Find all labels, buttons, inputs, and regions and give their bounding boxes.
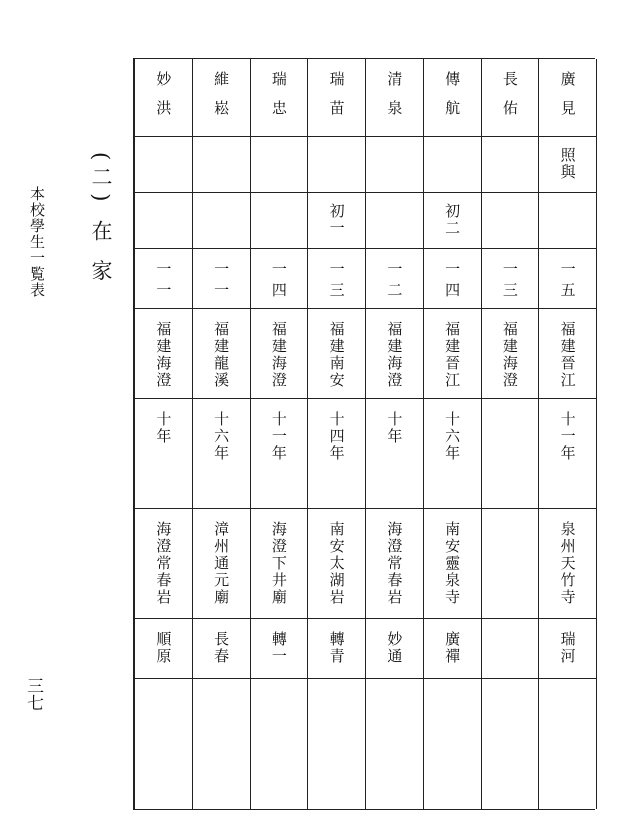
native-place-cell [366,309,423,399]
years-cell [193,399,250,509]
master-cell [308,619,365,679]
years-value: 十一年 [558,411,577,462]
student-column [539,59,597,809]
student-column [193,59,251,809]
tonsure-cell [482,193,539,249]
blank-cell [135,679,192,811]
years-value: 十六年 [443,411,462,462]
temple-value: 漳州通元廟 [212,521,231,606]
temple-cell [308,509,365,619]
master-cell [135,619,192,679]
native-place-cell [424,309,481,399]
temple-cell [193,509,250,619]
student-name: 瑞忠 [269,71,288,129]
name-cell [482,59,539,137]
student-name: 長佑 [500,71,519,129]
ordination-cell [193,137,250,193]
student-name: 清泉 [385,71,404,129]
student-column [482,59,540,809]
temple-cell [424,509,481,619]
native-place-value: 福建海澄 [154,321,173,389]
temple-value: 南安靈泉寺 [443,521,462,606]
age-cell [366,249,423,309]
tonsure-cell [251,193,308,249]
tonsure-value: 初二 [443,203,462,237]
ordination-cell [308,137,365,193]
ordination-cell [424,137,481,193]
name-cell [308,59,365,137]
student-column [135,59,193,809]
years-cell [135,399,192,509]
age-cell [135,249,192,309]
temple-cell [482,509,539,619]
native-place-cell [193,309,250,399]
tonsure-cell [135,193,192,249]
tonsure-cell [539,193,596,249]
years-value: 十四年 [327,411,346,462]
name-cell [539,59,596,137]
blank-cell [366,679,423,811]
native-place-cell [539,309,596,399]
native-place-value: 福建海澄 [500,321,519,389]
student-name: 廣見 [558,71,577,129]
student-name: 傳航 [443,71,462,129]
years-cell [366,399,423,509]
ordination-cell [539,137,596,193]
years-value: 十年 [154,411,173,445]
master-value: 妙通 [385,631,404,665]
age-value: 一二 [385,261,404,303]
blank-cell [308,679,365,811]
name-cell [366,59,423,137]
master-cell [366,619,423,679]
ordination-cell [482,137,539,193]
age-cell [424,249,481,309]
master-value: 廣禪 [443,631,462,665]
name-cell [251,59,308,137]
age-value: 一四 [443,261,462,303]
native-place-cell [482,309,539,399]
master-cell [424,619,481,679]
native-place-value: 福建南安 [327,321,346,389]
tonsure-cell [366,193,423,249]
master-value: 長春 [212,631,231,665]
temple-value: 海澄下井廟 [269,521,288,606]
blank-cell [539,679,596,811]
years-value: 十年 [385,411,404,445]
temple-cell [366,509,423,619]
age-cell [193,249,250,309]
native-place-value: 福建晉江 [443,321,462,389]
temple-cell [251,509,308,619]
blank-cell [251,679,308,811]
native-place-value: 福建晉江 [558,321,577,389]
native-place-cell [308,309,365,399]
master-value: 順原 [154,631,173,665]
ordination-cell [135,137,192,193]
name-cell [424,59,481,137]
years-value: 十一年 [269,411,288,462]
years-cell [539,399,596,509]
age-value: 一三 [500,261,519,303]
tonsure-value: 初一 [327,203,346,237]
temple-value: 海澄常春岩 [385,521,404,606]
master-cell [539,619,596,679]
age-cell [308,249,365,309]
age-value: 一一 [154,261,173,303]
student-name: 維崧 [212,71,231,129]
blank-cell [482,679,539,811]
student-column [308,59,366,809]
section-heading: (二) 在 家 [89,152,113,287]
tonsure-cell [308,193,365,249]
student-column [251,59,309,809]
blank-cell [424,679,481,811]
master-cell [482,619,539,679]
years-cell [424,399,481,509]
years-cell [251,399,308,509]
temple-value: 泉州天竹寺 [558,521,577,606]
student-name: 瑞苗 [327,71,346,129]
student-column [366,59,424,809]
temple-value: 海澄常春岩 [154,521,173,606]
native-place-value: 福建龍溪 [212,321,231,389]
age-cell [251,249,308,309]
ordination-cell [251,137,308,193]
age-cell [482,249,539,309]
tonsure-cell [424,193,481,249]
age-value: 一四 [269,261,288,303]
age-value: 一三 [327,261,346,303]
native-place-cell [251,309,308,399]
name-cell [193,59,250,137]
student-column [424,59,482,809]
student-table [133,58,595,810]
student-name: 妙洪 [154,71,173,129]
temple-value: 南安太湖岩 [327,521,346,606]
age-value: 一五 [558,261,577,303]
native-place-value: 福建海澄 [269,321,288,389]
tonsure-cell [193,193,250,249]
temple-cell [135,509,192,619]
age-value: 一一 [212,261,231,303]
years-value: 十六年 [212,411,231,462]
master-value: 轉一 [269,631,288,665]
master-cell [193,619,250,679]
master-value: 轉青 [327,631,346,665]
document-side-title: 本校學生一覧表 [28,186,46,298]
blank-cell [193,679,250,811]
age-cell [539,249,596,309]
master-cell [251,619,308,679]
native-place-value: 福建海澄 [385,321,404,389]
years-cell [308,399,365,509]
name-cell [135,59,192,137]
ordination-cell [366,137,423,193]
native-place-cell [135,309,192,399]
page-number: 三七 [23,677,43,711]
temple-cell [539,509,596,619]
master-value: 瑞河 [558,631,577,665]
ordination-value: 照與 [558,147,577,181]
years-cell [482,399,539,509]
